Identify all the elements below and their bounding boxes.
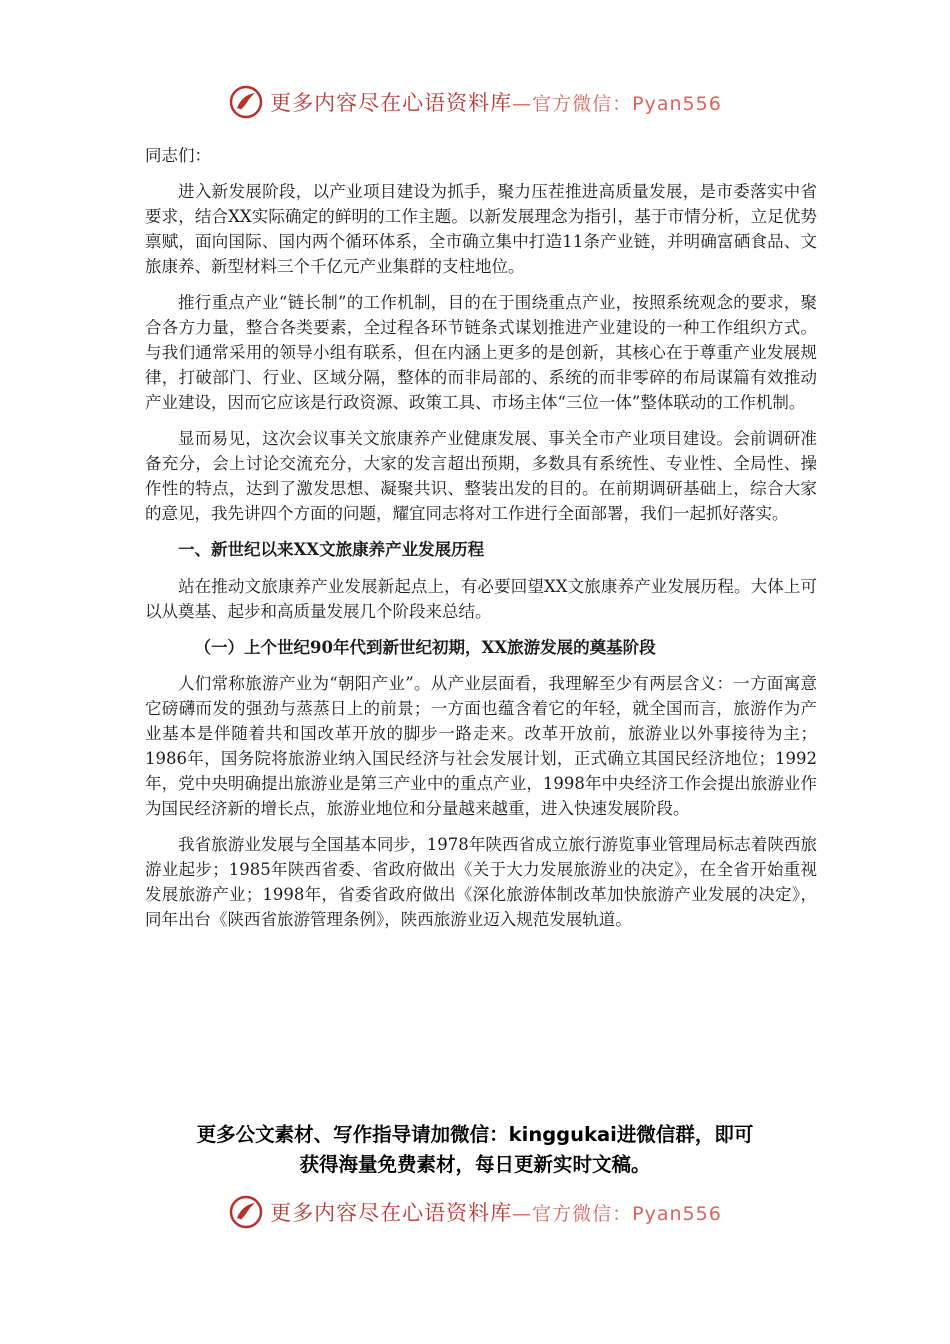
paragraph-5: 人们常称旅游产业为“朝阳产业”。从产业层面看，我理解至少有两层含义：一方面寓意它磅礴而发的强劲与蒸蒸日上的前景；一方面也蕴含着它的年轻，就全国而言，旅游作为产业基本是伴随着共和国改革开放的脚步一路走来。改革开放前，旅游业以外事接待为主；1986年，国务院将旅游业纳入国民经济与社会发展计划，正式确立其国民经济地位；1992年，党中央明确提出旅游业是第三产业中的重点产业，1998年中央经济工作会提出旅游业作为国民经济新的增长点，旅游业地位和分量越来越重，进入快速发展阶段。	[145, 674, 817, 818]
paragraph-6: 我省旅游业发展与全国基本同步，1978年陕西省成立旅行游览事业管理局标志着陕西旅游业起步；1985年陕西省委、省政府做出《关于大力发展旅游业的决定》，在全省开始重视发展旅游产业；1998年，省委省政府做出《深化旅游体制改革加快旅游产业发展的决定》，同年出台《陕西省旅游管理条例》，陕西旅游业迈入规范发展轨道。	[145, 835, 817, 929]
footer-banner	[0, 1190, 950, 1234]
paragraph-3: 显而易见，这次会议事关文旅康养产业健康发展、事关全市产业项目建设。会前调研准备充分，会上讨论交流充分，大家的发言超出预期，多数具有系统性、专业性、全局性、操作性的特点，达到了激发思想、凝聚共识、整装出发的目的。在前期调研基础上，综合大家的意见，我先讲四个方面的问题，耀宜同志将对工作进行全面部署，我们一起抓好落实。	[145, 429, 817, 523]
paragraph-4: 站在推动文旅康养产业发展新起点上，有必要回望XX文旅康养产业发展历程。大体上可以从奠基、起步和高质量发展几个阶段来总结。	[145, 577, 817, 621]
promo-line-2: 获得海量免费素材，每日更新实时文稿。	[299, 1153, 651, 1176]
brand-logo-icon	[228, 1194, 264, 1230]
brand-logo-icon	[228, 84, 264, 120]
header-brand-text: 更多内容尽在心语资料库	[270, 91, 513, 115]
paragraph-2: 推行重点产业“链长制”的工作机制，目的在于围绕重点产业，按照系统观念的要求，聚合各方力量，整合各类要素，全过程各环节链条式谋划推进产业建设的一种工作组织方式。与我们通常采用的领导小组有联系，但在内涵上更多的是创新，其核心在于尊重产业发展规律，打破部门、行业、区域分隔，整体的而非局部的、系统的而非零碎的布局谋篇有效推动产业建设，因而它应该是行政资源、政策工具、市场主体“三位一体”整体联动的工作机制。	[145, 293, 817, 412]
promo-line-1: 更多公文素材、写作指导请加微信：kinggukai进微信群，即可	[196, 1123, 754, 1146]
footer-wechat-text: —官方微信：Pyan556	[512, 1202, 722, 1225]
promo-note	[0, 1120, 950, 1180]
footer-brand-text: 更多内容尽在心语资料库	[270, 1201, 513, 1225]
paragraph-1: 进入新发展阶段，以产业项目建设为抓手，聚力压茬推进高质量发展，是市委落实中省要求，结合XX实际确定的鲜明的工作主题。以新发展理念为指引，基于市情分析，立足优势禀赋，面向国际、国内两个循环体系，全市确立集中打造11条产业链，并明确富硒食品、文旅康养、新型材料三个千亿元产业集群的支柱地位。	[145, 182, 817, 276]
document-body	[145, 143, 817, 943]
section-heading-1: 一、新世纪以来XX文旅康养产业发展历程	[178, 540, 485, 559]
header-banner	[0, 80, 950, 124]
header-wechat-text: —官方微信：Pyan556	[512, 92, 722, 115]
salutation: 同志们：	[145, 146, 211, 165]
subsection-heading-1: （一）上个世纪90年代到新世纪初期，XX旅游发展的奠基阶段	[194, 638, 656, 657]
